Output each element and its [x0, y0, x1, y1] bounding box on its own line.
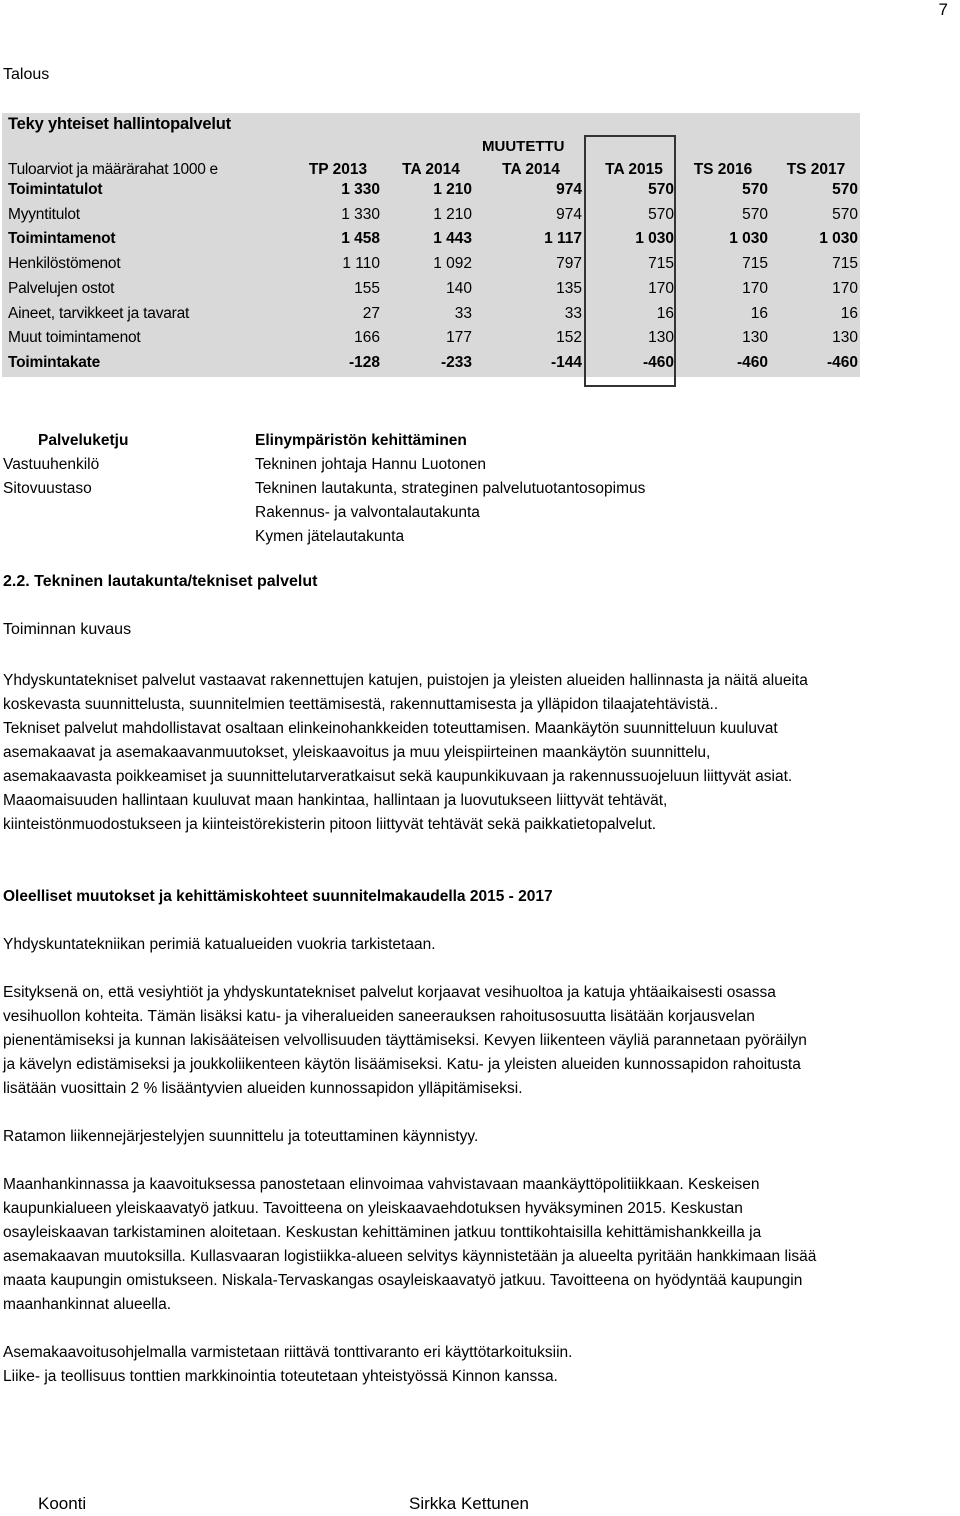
text-line: Asemakaavoitusohjelmalla varmistetaan riittävä tonttivaranto eri käyttötarkoituksiin. [3, 1344, 573, 1361]
info-value: Elinympäristön kehittäminen [255, 432, 467, 449]
finance-cell: 155 [354, 279, 380, 297]
finance-cell: 27 [362, 304, 380, 322]
finance-row [2, 206, 860, 230]
finance-cell: -233 [440, 353, 472, 371]
finance-cell: 16 [750, 304, 768, 322]
finance-row-label: Henkilöstömenot [8, 255, 121, 273]
paragraph: Ratamon liikennejärjestelyjen suunnittelu ja toteuttaminen käynnistyy. [3, 1128, 479, 1145]
paragraph [3, 1341, 958, 1389]
finance-row-label: Muut toimintamenot [8, 329, 141, 347]
text-line: maanhankinnat alueella. [3, 1296, 172, 1313]
text-line: pienentämiseksi ja kunnan lakisääteisen velvollisuuden täyttämiseksi. Kevyen liikenteen väyliä parannetaan pyöräilyn [3, 1032, 807, 1049]
finance-cell: 130 [742, 329, 768, 347]
text-line: asemakaavan muutoksilla. Kullasvaaran logistiikka-alueen selvitys käynnistetään ja alueelta pyritään hankkimaan lisää [3, 1248, 817, 1265]
footer-left: Koonti [38, 1494, 87, 1513]
finance-cell: 715 [832, 255, 858, 273]
finance-cell: 140 [446, 279, 472, 297]
finance-cell: 1 210 [433, 181, 472, 198]
finance-row-label: Palvelujen ostot [8, 279, 115, 297]
finance-cell: 170 [832, 279, 858, 297]
finance-cell: -460 [642, 353, 674, 371]
finance-cell: 135 [556, 279, 582, 297]
finance-row-label: Myyntitulot [8, 205, 80, 223]
info-value: Kymen jätelautakunta [255, 528, 405, 545]
column-header: TP 2013 [308, 161, 368, 178]
info-values [255, 429, 955, 549]
text-line: maata kaupungin omistukseen. Niskala-Tervaskangas osayleiskaavatyö jatkuu. Tavoitteena on hyödyntää kaupungin [3, 1272, 803, 1289]
finance-cell: 1 030 [819, 230, 858, 248]
finance-row [2, 329, 860, 353]
paragraph [3, 1173, 958, 1317]
finance-row [2, 354, 860, 378]
paragraph: Yhdyskuntatekniikan perimiä katualueiden vuokria tarkistetaan. [3, 936, 436, 953]
finance-row [2, 181, 860, 205]
paragraph-description [3, 669, 958, 837]
column-header: TA 2014 [502, 161, 560, 178]
finance-table-title: Teky yhteiset hallintopalvelut [8, 115, 231, 133]
section-title: Talous [3, 66, 50, 83]
finance-row [2, 230, 860, 254]
finance-cell: 1 117 [544, 230, 582, 248]
finance-cell: -460 [826, 353, 858, 371]
finance-cell: 170 [742, 279, 768, 297]
subheading: Toiminnan kuvaus [3, 621, 132, 638]
changes-heading: Oleelliset muutokset ja kehittämiskohteet suunnitelmakaudella 2015 - 2017 [3, 888, 553, 905]
text-line: lisätään vuosittain 2 % lisääntyvien alueiden kunnossapidon ylläpitämiseksi. [3, 1080, 523, 1097]
finance-cell: 570 [648, 181, 674, 198]
finance-cell: 1 443 [433, 230, 472, 248]
finance-cell: 152 [556, 329, 582, 347]
finance-cell: 797 [556, 255, 582, 273]
finance-cell: 177 [446, 329, 472, 347]
text-line: Yhdyskuntatekniset palvelut vastaavat rakennettujen katujen, puistojen ja yleisten alueiden hallinnasta ja näitä alueita [3, 672, 808, 689]
section-heading: 2.2. Tekninen lautakunta/tekniset palvelut [3, 573, 318, 590]
finance-cell: 166 [354, 329, 380, 347]
finance-row-label: Toimintakate [8, 353, 101, 371]
column-header: TS 2016 [693, 161, 753, 178]
page-number: 7 [938, 0, 948, 19]
finance-cell: 715 [648, 255, 674, 273]
info-label: Sitovuustaso [3, 480, 92, 497]
paragraph [3, 981, 958, 1101]
finance-cell: 570 [742, 205, 768, 223]
finance-table [2, 113, 860, 377]
finance-cell: 1 330 [341, 181, 380, 198]
finance-cell: 16 [656, 304, 674, 322]
info-value: Tekninen johtaja Hannu Luotonen [255, 456, 486, 473]
text-line: Liike- ja teollisuus tonttien markkinointia toteutetaan yhteistyössä Kinnon kanssa. [3, 1368, 558, 1385]
text-line: Esityksenä on, että vesiyhtiöt ja yhdyskuntatekniset palvelut korjaavat vesihuoltoa ja katuja yhtäaikaisesti osassa [3, 984, 776, 1001]
finance-cell: -460 [736, 353, 768, 371]
column-header: TS 2017 [786, 161, 846, 178]
text-line: vesihuollon kohteita. Tämän lisäksi katu- ja viheralueiden saneerauksen rahoitusosuutta lisätään korjausvelan [3, 1008, 755, 1025]
info-label: Vastuuhenkilö [3, 456, 100, 473]
finance-cell: 33 [454, 304, 472, 322]
column-header: TA 2014 [402, 161, 460, 178]
finance-row-label: Toimintatulot [8, 181, 103, 198]
finance-cell: 570 [832, 205, 858, 223]
text-line: Maaomaisuuden hallintaan kuuluvat maan hankintaa, hallintaan ja luovutukseen liittyvät tehtävät, [3, 792, 668, 809]
finance-header-label: Tuloarviot ja määrärahat 1000 e [8, 161, 218, 178]
info-value: Rakennus- ja valvontalautakunta [255, 504, 480, 521]
column-header: TA 2015 [605, 161, 663, 178]
finance-row [2, 305, 860, 329]
text-line: ja kävelyn edistämiseksi ja joukkoliikenteen käytön lisäämiseksi. Katu- ja yleisten alueiden kunnossapidon rahoitusta [3, 1056, 801, 1073]
finance-cell: 1 458 [341, 230, 380, 248]
info-labels [3, 429, 243, 501]
finance-cell: 1 330 [341, 205, 380, 223]
text-line: Tekniset palvelut mahdollistavat osaltaan elinkeinohankkeiden toteuttamisen. Maankäytön suunnitteluun kuuluvat [3, 720, 778, 737]
finance-cell: 1 210 [433, 205, 472, 223]
finance-cell: 974 [556, 205, 582, 223]
finance-cell: -128 [348, 353, 380, 371]
finance-cell: 1 030 [729, 230, 768, 248]
info-label: Palveluketju [38, 432, 129, 449]
finance-cell: 570 [832, 181, 858, 198]
text-line: kaupunkialueen yleiskaavatyö jatkuu. Tavoitteena on yleiskaavaehdotuksen hyväksyminen 2015. Keskustan [3, 1200, 743, 1217]
footer-right: Sirkka Kettunen [409, 1494, 530, 1513]
finance-cell: 570 [648, 205, 674, 223]
text-line: kiinteistönmuodostukseen ja kiinteistörekisterin pitoon liittyvät tehtävät sekä paikkatietopalvelut. [3, 816, 657, 833]
finance-row [2, 255, 860, 279]
finance-cell: 170 [648, 279, 674, 297]
finance-cell: 570 [742, 181, 768, 198]
finance-cell: 16 [840, 304, 858, 322]
text-line: asemakaavat ja asemakaavanmuutokset, yleiskaavoitus ja muu yleispiirteinen maankäytön suunnittelu, [3, 744, 711, 761]
finance-cell: 974 [556, 181, 582, 198]
finance-cell: 130 [832, 329, 858, 347]
finance-row-label: Aineet, tarvikkeet ja tavarat [8, 304, 190, 322]
finance-cell: 130 [648, 329, 674, 347]
text-line: asemakaavasta poikkeamiset ja suunnittelutarveratkaisut sekä kaupunkikuvaan ja rakennussuojeluun liittyvät asiat. [3, 768, 793, 785]
finance-row-label: Toimintamenot [8, 230, 116, 248]
finance-cell: 1 110 [342, 255, 380, 273]
finance-cell: 1 030 [635, 230, 674, 248]
muutettu-label: MUUTETTU [482, 138, 565, 155]
text-line: koskevasta suunnittelusta, suunnitelmien teettämisestä, rakennuttamisesta ja ylläpidon tilaajatehtävistä.. [3, 696, 719, 713]
finance-cell: 715 [742, 255, 768, 273]
finance-cell: 1 092 [433, 255, 472, 273]
info-value: Tekninen lautakunta, strateginen palvelutuotantosopimus [255, 480, 646, 497]
finance-cell: -144 [550, 353, 582, 371]
text-line: Maanhankinnassa ja kaavoituksessa panostetaan elinvoimaa vahvistavaan maankäyttöpolitiikkaan. Keskeisen [3, 1176, 760, 1193]
finance-row [2, 280, 860, 304]
finance-cell: 33 [564, 304, 582, 322]
text-line: osayleiskaavan tarkistaminen aloitetaan. Keskustan kehittäminen jatkuu tonttikohtaisilla kehittämishankkeilla ja [3, 1224, 762, 1241]
